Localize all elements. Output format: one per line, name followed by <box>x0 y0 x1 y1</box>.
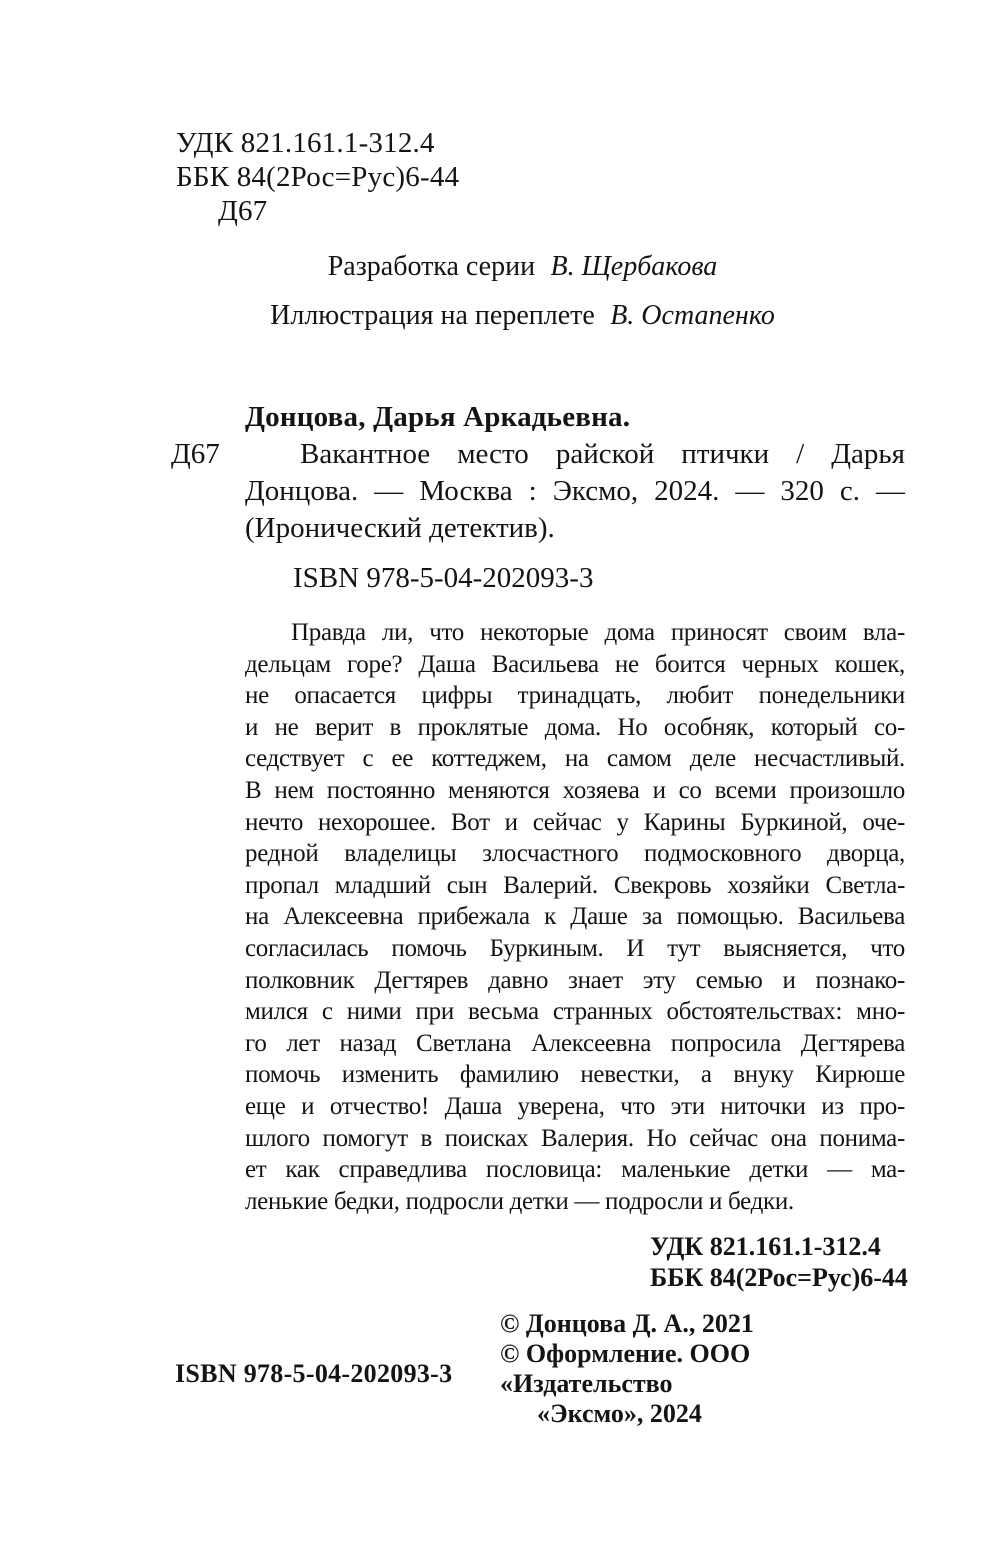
annotation-line: помочь изменить фамилию невестки, а внуку Кирюше <box>245 1061 905 1089</box>
series-designer-name: В. Щербакова <box>550 251 718 282</box>
annotation-line: ет как справедлива пословица: маленькие детки — ма- <box>245 1156 905 1184</box>
annotation-line: пропал младший сын Валерий. Свекровь хозяйки Светла- <box>245 871 905 899</box>
annotation-line: еще и отчество! Даша уверена, что эти ниточки из про- <box>245 1092 905 1120</box>
annotation-line: не опасается цифры тринадцать, любит понедельники <box>245 682 905 710</box>
udk-code: УДК 821.161.1-312.4 <box>176 127 435 159</box>
footer-isbn: ISBN 978-5-04-202093-3 <box>175 1359 453 1388</box>
annotation-line: го лет назад Светлана Алексеевна попросила Дегтярева <box>245 1029 905 1057</box>
annotation-line: ленькие бедки, подросли детки — подросли и бедки. <box>245 1187 794 1215</box>
copyright-line: © Оформление. ООО «Издательство <box>500 1339 751 1398</box>
annotation-line: полковник Дегтярев давно знает эту семью и познако- <box>245 966 905 994</box>
entry-description-line: Донцова. — Москва : Эксмо, 2024. — 320 с. — <box>245 475 905 507</box>
annotation-line: дельцам горе? Даша Васильева не боится черных кошек, <box>245 650 905 678</box>
annotation-line: мился с ними при весьма странных обстоятельствах: мно- <box>245 998 905 1026</box>
copyright-line: © Донцова Д. А., 2021 <box>500 1309 754 1338</box>
credits-block <box>160 251 885 332</box>
annotation-line: на Алексеевна прибежала к Даше за помощью. Васильева <box>245 903 905 931</box>
top-codes-block <box>176 126 459 228</box>
copyright-block <box>500 1309 920 1429</box>
annotation-line: Правда ли, что некоторые дома приносят своим вла- <box>291 619 905 646</box>
entry-description-line: (Иронический детектив). <box>245 512 555 544</box>
bottom-codes-block <box>650 1231 908 1293</box>
annotation-line: редной владелицы злосчастного подмосковного дворца, <box>245 840 905 868</box>
cover-label: Иллюстрация на переплете <box>270 300 595 331</box>
bbk-code: ББК 84(2Рос=Рус)6-44 <box>176 161 460 193</box>
catalog-entry-block <box>171 399 905 595</box>
entry-author-heading: Донцова, Дарья Аркадьевна. <box>245 401 631 433</box>
annotation-line: нечто нехорошее. Вот и сейчас у Карины Буркиной, оче- <box>245 808 905 836</box>
series-label: Разработка серии <box>327 251 536 282</box>
annotation-line: и не верит в проклятые дома. Но особняк, который со- <box>245 713 905 741</box>
annotation-paragraph <box>245 617 905 1217</box>
entry-isbn: ISBN 978-5-04-202093-3 <box>293 562 594 594</box>
entry-description-line: Вакантное место райской птички / Дарья <box>300 438 905 470</box>
entry-author-sign: Д67 <box>171 438 220 470</box>
bottom-bbk-code: ББК 84(2Рос=Рус)6-44 <box>650 1263 908 1292</box>
annotation-line: В нем постоянно меняются хозяева и со всеми произошло <box>245 776 905 804</box>
bottom-udk-code: УДК 821.161.1-312.4 <box>650 1232 881 1261</box>
entry-description <box>245 436 905 547</box>
cover-credit-line <box>160 300 885 332</box>
series-credit-line <box>160 251 885 283</box>
annotation-line: шлого помогут в поисках Валерия. Но сейчас она понима- <box>245 1124 905 1152</box>
annotation-line: согласилась помочь Буркиным. И тут выясняется, что <box>245 934 905 962</box>
annotation-line: седствует с ее коттеджем, на самом деле несчастливый. <box>245 745 905 773</box>
cover-artist-name: В. Остапенко <box>610 300 775 331</box>
copyright-line: «Эксмо», 2024 <box>537 1399 702 1428</box>
author-sign: Д67 <box>218 195 268 227</box>
